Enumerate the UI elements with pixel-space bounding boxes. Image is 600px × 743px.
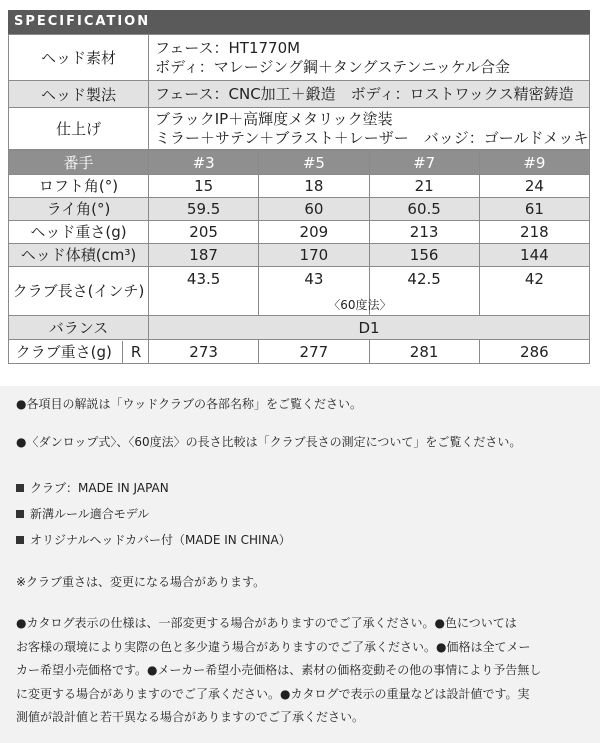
- table-row: [9, 267, 590, 316]
- table-row: [9, 244, 590, 267]
- row-label: ヘッド重さ(g): [9, 221, 149, 244]
- flex-label: R: [130, 342, 142, 361]
- table-cell: 277: [259, 340, 369, 364]
- table-cell: 213: [369, 221, 479, 244]
- table-row: [9, 221, 590, 244]
- row-label: クラブ長さ(インチ): [9, 267, 149, 316]
- measurement-note: 〈60度法〉: [328, 298, 392, 312]
- column-header: 番手: [9, 151, 149, 175]
- table-row: [9, 35, 590, 81]
- bullet-item: [16, 478, 584, 498]
- row-label: ロフト角(°): [9, 175, 149, 198]
- table-cell: 170: [259, 244, 369, 267]
- table-cell: [259, 267, 392, 316]
- table-row: [9, 316, 590, 340]
- value-line: ブラックIP＋高輝度メタリック塗装: [155, 109, 393, 128]
- row-label: [9, 340, 149, 364]
- bullet-text: オリジナルヘッドカバー付（MADE IN CHINA）: [30, 533, 291, 547]
- specification-section: [8, 10, 590, 364]
- column-header: #3: [149, 151, 259, 175]
- table-cell: 218: [479, 221, 589, 244]
- table-cell: 60.5: [369, 198, 479, 221]
- column-header: #7: [369, 151, 479, 175]
- table-cell: 15: [149, 175, 259, 198]
- bullet-text: 新溝ルール適合モデル: [30, 507, 150, 521]
- table-cell: 60: [259, 198, 369, 221]
- value-line: フェース：CNC加工＋鍛造 ボディ：ロストワックス精密鋳造: [155, 84, 574, 103]
- column-header: #5: [259, 151, 369, 175]
- catalog-line: お客様の環境により実際の色と多少違う場合がありますのでご了承ください。●価格は全てメー: [16, 639, 531, 654]
- catalog-line: カー希望小売価格です。●メーカー希望小売価格は、素材の価格変動その他の事情により予告無し: [16, 663, 542, 677]
- table-cell: 156: [369, 244, 479, 267]
- head-info-table: [8, 34, 590, 150]
- row-value: [149, 108, 590, 150]
- bullet-item: [16, 530, 584, 550]
- table-cell: [149, 267, 259, 316]
- table-cell: D1: [149, 316, 590, 340]
- catalog-line: 測値が設計値と若干異なる場合がありますのでご了承ください。: [16, 710, 365, 724]
- club-spec-table: [8, 150, 590, 364]
- table-cell: 281: [369, 340, 479, 364]
- row-label: ヘッド体積(cm³): [9, 244, 149, 267]
- value-line: ミラー＋サテン＋ブラスト＋レーザー バッジ：ゴールドメッキ: [155, 128, 589, 147]
- value-line: ボディ：マレージング鋼＋タングステンニッケル合金: [155, 57, 510, 76]
- note-text: ●〈ダンロップ式〉、〈60度法〉の長さ比較は「クラブ長さの測定について」をご覧ください。: [16, 435, 522, 449]
- divider: [122, 341, 123, 363]
- table-cell: 59.5: [149, 198, 259, 221]
- table-row: [9, 340, 590, 364]
- cell-value: 42: [524, 270, 544, 288]
- table-row: [9, 108, 590, 150]
- table-cell: 21: [369, 175, 479, 198]
- table-row: [9, 175, 590, 198]
- bullet-item: [16, 504, 584, 524]
- row-value: [149, 81, 590, 108]
- catalog-line: ●カタログ表示の仕様は、一部変更する場合がありますのでご了承ください。●色については: [16, 616, 517, 630]
- table-cell: 18: [259, 175, 369, 198]
- table-header-row: [9, 151, 590, 175]
- cell-value: 43.5: [186, 270, 221, 288]
- table-cell: 273: [149, 340, 259, 364]
- catalog-line: に変更する場合がありますのでご了承ください。●カタログで表示の重量などは設計値です。実: [16, 686, 530, 701]
- value-line: フェース：HT1770M: [155, 38, 301, 57]
- table-cell: [479, 267, 589, 316]
- table-cell: 24: [479, 175, 589, 198]
- row-label: バランス: [9, 316, 149, 340]
- table-cell: 286: [479, 340, 589, 364]
- table-cell: 205: [149, 221, 259, 244]
- row-label: 仕上げ: [9, 108, 149, 150]
- row-value: [149, 35, 590, 81]
- notes-section: [0, 386, 600, 743]
- bullet-text: クラブ：MADE IN JAPAN: [30, 481, 169, 495]
- table-cell: 61: [479, 198, 589, 221]
- table-cell: 209: [259, 221, 369, 244]
- square-bullet-icon: [16, 484, 24, 492]
- square-bullet-icon: [16, 536, 24, 544]
- table-cell: 144: [479, 244, 589, 267]
- row-label: ライ角(°): [9, 198, 149, 221]
- note-text: ※クラブ重さは、変更になる場合があります。: [16, 575, 266, 589]
- column-header: #9: [479, 151, 589, 175]
- row-label: ヘッド製法: [9, 81, 149, 108]
- cell-value: 43: [304, 270, 324, 288]
- cell-value: 42.5: [407, 270, 441, 288]
- weight-label: クラブ重さ(g): [15, 342, 112, 361]
- square-bullet-icon: [16, 510, 24, 518]
- row-label: ヘッド素材: [9, 35, 149, 81]
- table-row: [9, 81, 590, 108]
- spec-title: SPECIFICATION: [8, 10, 590, 34]
- table-cell: 187: [149, 244, 259, 267]
- note-text: ●各項目の解説は「ウッドクラブの各部名称」をご覧ください。: [16, 397, 362, 411]
- table-row: [9, 198, 590, 221]
